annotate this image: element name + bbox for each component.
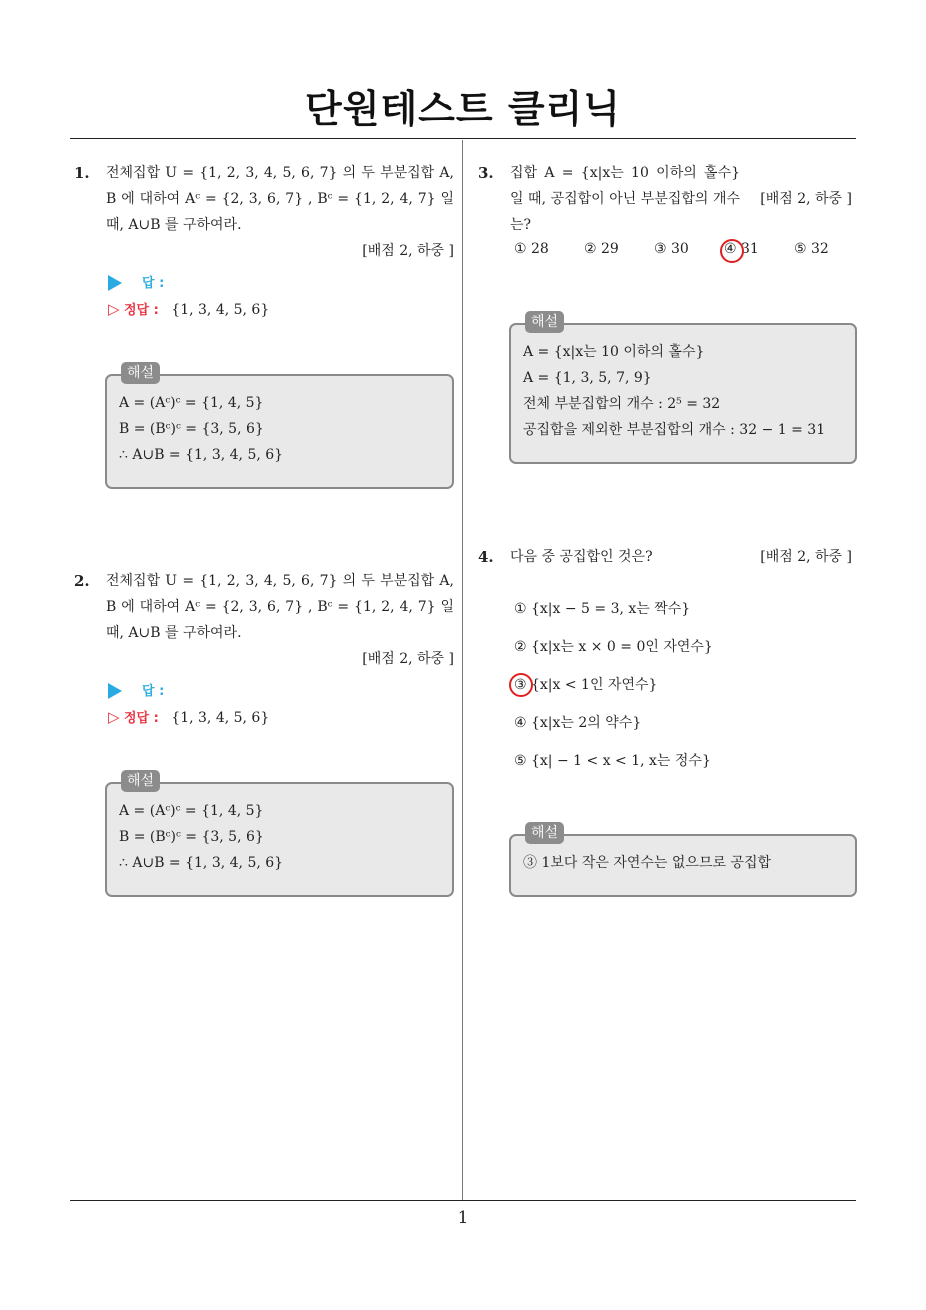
- q3-solution-tag: 해설: [525, 311, 564, 333]
- q2-solution-tag: 해설: [121, 770, 160, 792]
- q3-choice[interactable]: ③ 30: [654, 241, 689, 257]
- q2-score: [배점 2, 하중 ]: [362, 651, 454, 667]
- page-title: 단원테스트 클리닉: [305, 87, 621, 131]
- q4-choice-selected[interactable]: ③ {x|x < 1인 자연수}: [514, 677, 658, 693]
- q2-block: [106, 568, 454, 672]
- q3-choice[interactable]: ⑤ 32: [794, 241, 829, 257]
- play-icon: [108, 683, 122, 699]
- q1-block: [106, 160, 454, 264]
- top-rule: [70, 138, 856, 139]
- column-divider: [462, 140, 463, 1201]
- q2-solution-line: ∴ A∪B = {1, 3, 4, 5, 6}: [119, 855, 284, 871]
- q4-choice[interactable]: ④ {x|x는 2의 약수}: [514, 715, 642, 731]
- q4-choice[interactable]: ⑤ {x| − 1 < x < 1, x는 정수}: [514, 753, 711, 769]
- q3-solution-line: 전체 부분집합의 개수 : 2⁵ = 32: [523, 396, 721, 412]
- page-number: 1: [457, 1208, 469, 1228]
- q1-text: 전체집합 U = {1, 2, 3, 4, 5, 6, 7} 의 두 부분집합 A, B 에 대하여 Aᶜ = {2, 3, 6, 7} , Bᶜ = {1, 2, 4, 7} 일 때, A∪B 를 구하여라.: [106, 165, 454, 233]
- q4-number: 4.: [478, 548, 494, 566]
- q1-solution-box: [105, 365, 454, 489]
- q2-answer-label: 답 :: [142, 684, 165, 699]
- q1-solution-tag: 해설: [121, 362, 160, 384]
- q1-solution-line: ∴ A∪B = {1, 3, 4, 5, 6}: [119, 447, 284, 463]
- q2-correct: [108, 707, 269, 726]
- play-icon: [108, 275, 122, 291]
- q4-text: 다음 중 공집합인 것은?: [510, 549, 653, 565]
- q4-block: [510, 544, 856, 570]
- q1-answer-label: 답 :: [142, 276, 165, 291]
- q4-solution-tag: 해설: [525, 822, 564, 844]
- q3-score: [배점 2, 하중 ]: [760, 191, 852, 207]
- q4-choice[interactable]: ① {x|x − 5 = 3, x는 짝수}: [514, 601, 691, 617]
- q2-answer: [108, 680, 164, 699]
- q3-solution-box: [509, 314, 857, 464]
- q2-correct-value: {1, 3, 4, 5, 6}: [171, 710, 270, 726]
- outline-triangle-icon: ▷: [108, 300, 120, 318]
- q1-answer: [108, 272, 164, 291]
- q3-number: 3.: [478, 164, 494, 182]
- q2-correct-label: 정답 :: [124, 711, 159, 726]
- q4-solution-line: ③ 1보다 작은 자연수는 없으므로 공집합: [523, 855, 772, 871]
- q1-solution-line: B = (Bᶜ)ᶜ = {3, 5, 6}: [119, 421, 264, 437]
- q1-solution-line: A = (Aᶜ)ᶜ = {1, 4, 5}: [119, 395, 264, 411]
- q3-block: [510, 160, 856, 238]
- q3-choice[interactable]: ② 29: [584, 241, 619, 257]
- q3-choice-selected[interactable]: ④ 31: [724, 241, 759, 257]
- q1-score: [배점 2, 하중 ]: [362, 243, 454, 259]
- q1-correct-label: 정답 :: [124, 303, 159, 318]
- q3-solution-line: A = {1, 3, 5, 7, 9}: [523, 370, 652, 386]
- q4-selected-mark: [509, 673, 533, 697]
- q4-choice[interactable]: ② {x|x는 x × 0 = 0인 자연수}: [514, 639, 713, 655]
- q4-score: [배점 2, 하중 ]: [760, 549, 852, 565]
- q2-solution-box: [105, 773, 454, 897]
- q2-number: 2.: [74, 572, 90, 590]
- q1-number: 1.: [74, 164, 90, 182]
- q1-correct-value: {1, 3, 4, 5, 6}: [171, 302, 270, 318]
- q2-solution-line: A = (Aᶜ)ᶜ = {1, 4, 5}: [119, 803, 264, 819]
- q1-correct: [108, 299, 269, 318]
- outline-triangle-icon: ▷: [108, 708, 120, 726]
- q3-selected-mark: [720, 239, 744, 263]
- q3-text: 집합 A = {x|x는 10 이하의 홀수} 일 때, 공집합이 아닌 부분집합의 개수는?: [510, 165, 740, 233]
- q2-solution-line: B = (Bᶜ)ᶜ = {3, 5, 6}: [119, 829, 264, 845]
- q2-text: 전체집합 U = {1, 2, 3, 4, 5, 6, 7} 의 두 부분집합 A, B 에 대하여 Aᶜ = {2, 3, 6, 7} , Bᶜ = {1, 2, 4, 7} 일 때, A∪B 를 구하여라.: [106, 573, 454, 641]
- q3-solution-line: 공집합을 제외한 부분집합의 개수 : 32 − 1 = 31: [523, 422, 826, 438]
- q4-solution-box: [509, 825, 857, 897]
- q3-solution-line: A = {x|x는 10 이하의 홀수}: [523, 344, 705, 360]
- q3-choice[interactable]: ① 28: [514, 241, 549, 257]
- bottom-rule: [70, 1200, 856, 1201]
